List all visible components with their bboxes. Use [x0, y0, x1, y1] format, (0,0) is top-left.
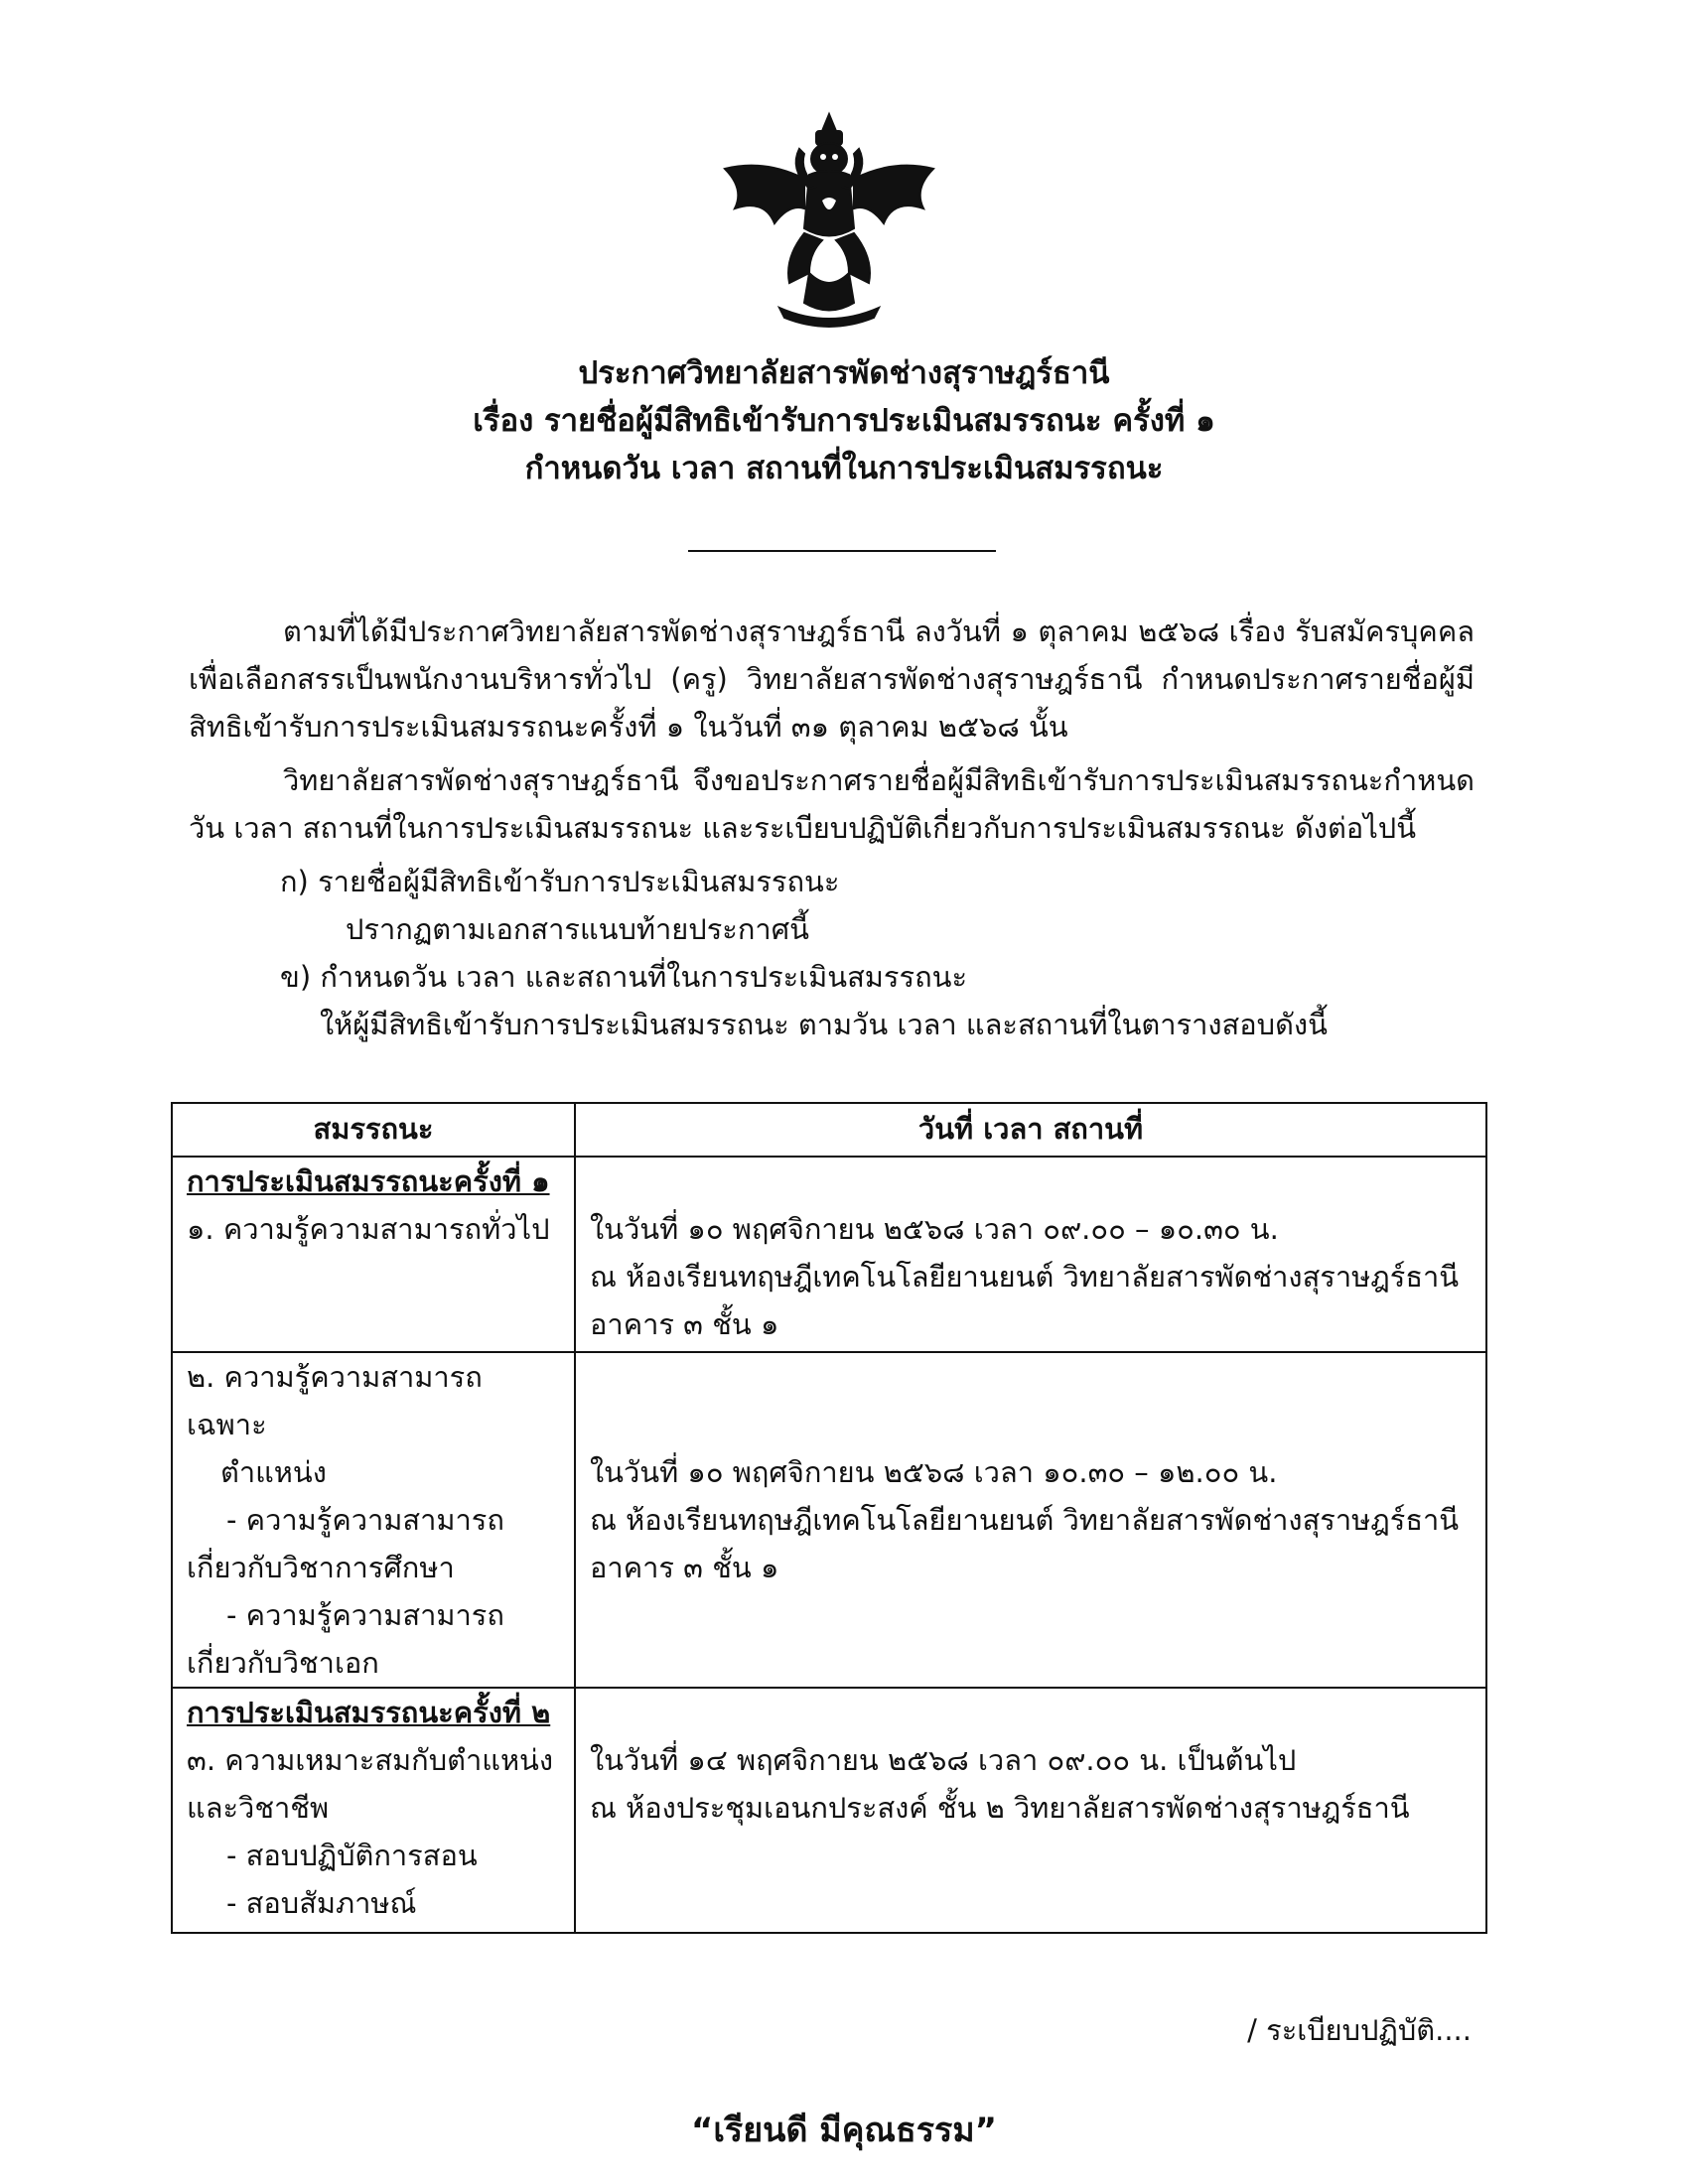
competency-1: ๑. ความรู้ความสามารถทั่วไป — [187, 1212, 550, 1246]
announcement-body — [189, 608, 1475, 1048]
paragraph-1: ตามที่ได้มีประกาศวิทยาลัยสารพัดช่างสุราษฎร์ธานี ลงวันที่ ๑ ตุลาคม ๒๕๖๘ เรื่อง รับสมัครบุคคลเพื่อเลือกสรรเป็นพนักงานบริหารทั่วไป (ครู) วิทยาลัยสารพัดช่างสุราษฎร์ธานี กำหนดประกาศรายชื่อผู้มีสิทธิเข้ารับการประเมินสมรรถนะครั้งที่ ๑ ในวันที่ ๓๑ ตุลาคม ๒๕๖๘ นั้น — [189, 614, 1475, 744]
competency-2-sub2-l2: เกี่ยวกับวิชาเอก — [187, 1646, 379, 1680]
row1-building: อาคาร ๓ ชั้น ๑ — [590, 1307, 779, 1341]
schedule-cell — [575, 1157, 1486, 1352]
competency-2-sub2-l1: - ความรู้ความสามารถ — [226, 1598, 504, 1632]
title-line-3: กำหนดวัน เวลา สถานที่ในการประเมินสมรรถนะ — [524, 451, 1164, 486]
competency-3-l2: และวิชาชีพ — [187, 1791, 330, 1825]
table-header-row — [172, 1103, 1486, 1157]
row2-when: ในวันที่ ๑๐ พฤศจิกายน ๒๕๖๘ เวลา ๑๐.๓๐ – ๑๒.๐๐ น. — [590, 1455, 1278, 1489]
row2-building: อาคาร ๓ ชั้น ๑ — [590, 1551, 779, 1584]
title-divider — [688, 550, 996, 552]
competency-3-l1: ๓. ความเหมาะสมกับตำแหน่ง — [187, 1743, 554, 1777]
competency-2-l1: ๒. ความรู้ความสามารถเฉพาะ — [187, 1360, 483, 1441]
competency-cell — [172, 1352, 575, 1688]
competency-2-l2: ตำแหน่ง — [220, 1455, 327, 1489]
competency-3-sub1: - สอบปฏิบัติการสอน — [226, 1839, 478, 1872]
competency-cell — [172, 1157, 575, 1352]
title-line-2: เรื่อง รายชื่อผู้มีสิทธิเข้ารับการประเมินสมรรถนะ ครั้งที่ ๑ — [473, 403, 1215, 439]
row3-when: ในวันที่ ๑๔ พฤศจิกายน ๒๕๖๘ เวลา ๐๙.๐๐ น. เป็นต้นไป — [590, 1743, 1297, 1777]
header-competency: สมรรถนะ — [172, 1103, 575, 1157]
table-row — [172, 1352, 1486, 1688]
title-line-1: ประกาศวิทยาลัยสารพัดช่างสุราษฎร์ธานี — [578, 355, 1110, 391]
college-motto: “เรียนดี มีคุณธรรม” — [690, 2111, 998, 2150]
next-page-note: / ระเบียบปฏิบัติ.... — [1247, 2013, 1472, 2047]
item-b-detail: ให้ผู้มีสิทธิเข้ารับการประเมินสมรรถนะ ตามวัน เวลา และสถานที่ในตารางสอบดังนี้ — [320, 1008, 1328, 1041]
round-2-title: การประเมินสมรรถนะครั้งที่ ๒ — [187, 1696, 551, 1729]
competency-3-sub2: - สอบสัมภาษณ์ — [226, 1886, 417, 1920]
paragraph-2: วิทยาลัยสารพัดช่างสุราษฎร์ธานี จึงขอประกาศรายชื่อผู้มีสิทธิเข้ารับการประเมินสมรรถนะกำหนดวัน เวลา สถานที่ในการประเมินสมรรถนะ และระเบียบปฏิบัติเกี่ยวกับการประเมินสมรรถนะ ดังต่อไปนี้ — [189, 763, 1475, 845]
item-a: ก) รายชื่อผู้มีสิทธิเข้ารับการประเมินสมรรถนะ — [280, 865, 840, 898]
row1-where: ณ ห้องเรียนทฤษฎีเทคโนโลยียานยนต์ วิทยาลัยสารพัดช่างสุราษฎร์ธานี — [590, 1260, 1460, 1294]
garuda-emblem-icon — [705, 109, 953, 333]
row1-when: ในวันที่ ๑๐ พฤศจิกายน ๒๕๖๘ เวลา ๐๙.๐๐ – ๑๐.๓๐ น. — [590, 1212, 1279, 1246]
header-datetime-place: วันที่ เวลา สถานที่ — [575, 1103, 1486, 1157]
item-b: ข) กำหนดวัน เวลา และสถานที่ในการประเมินสมรรถนะ — [280, 960, 968, 994]
table-row — [172, 1688, 1486, 1933]
table-row — [172, 1157, 1486, 1352]
schedule-cell — [575, 1352, 1486, 1688]
schedule-table — [171, 1102, 1487, 1934]
item-a-detail: ปรากฏตามเอกสารแนบท้ายประกาศนี้ — [346, 912, 809, 946]
schedule-cell — [575, 1688, 1486, 1933]
row3-where: ณ ห้องประชุมเอนกประสงค์ ชั้น ๒ วิทยาลัยสารพัดช่างสุราษฎร์ธานี — [590, 1791, 1410, 1825]
competency-2-sub1-l2: เกี่ยวกับวิชาการศึกษา — [187, 1551, 455, 1584]
round-1-title: การประเมินสมรรถนะครั้งที่ ๑ — [187, 1164, 550, 1198]
announcement-title — [0, 349, 1688, 492]
competency-2-sub1-l1: - ความรู้ความสามารถ — [226, 1503, 504, 1537]
row2-where: ณ ห้องเรียนทฤษฎีเทคโนโลยียานยนต์ วิทยาลัยสารพัดช่างสุราษฎร์ธานี — [590, 1503, 1460, 1537]
competency-cell — [172, 1688, 575, 1933]
